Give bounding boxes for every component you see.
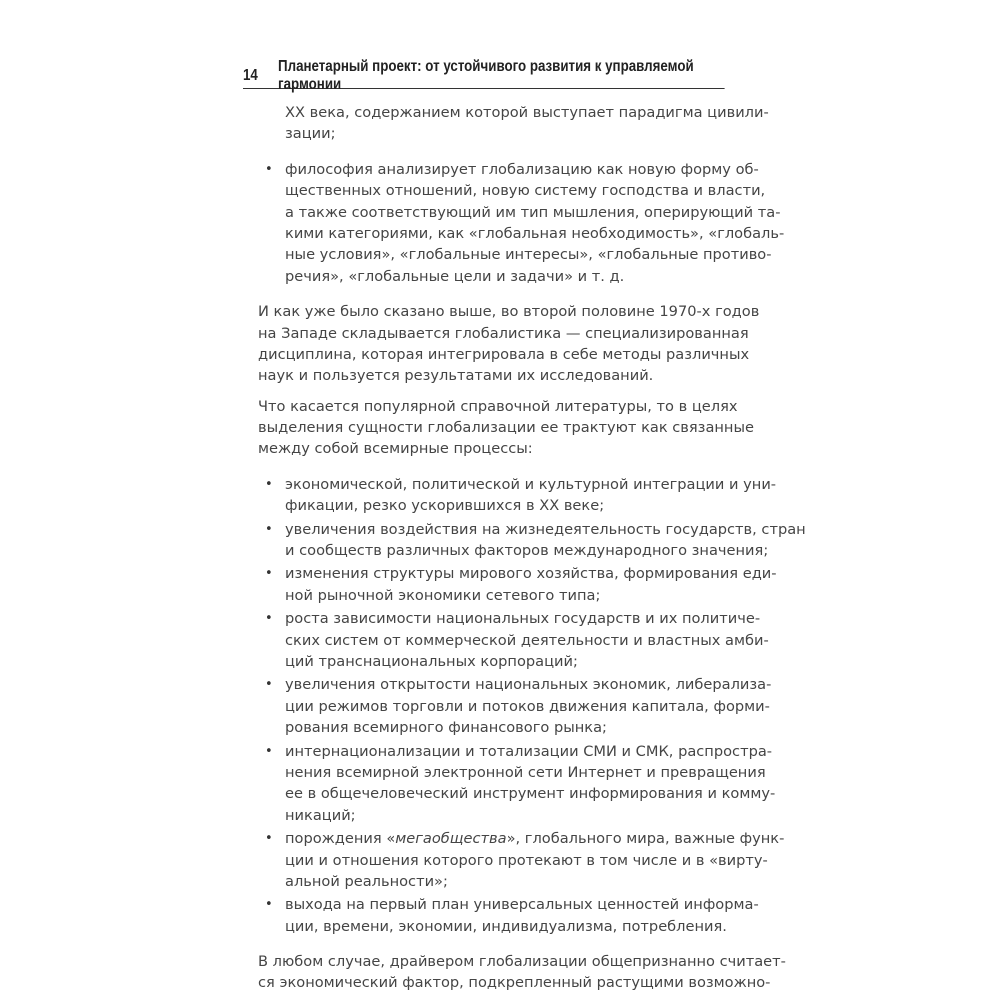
bullet-icon: • xyxy=(265,743,273,759)
list-item xyxy=(258,674,772,738)
paragraph xyxy=(258,301,760,387)
text-line: наук и пользуется результатами их исследований. xyxy=(258,367,654,385)
text-line: никаций; xyxy=(285,806,356,824)
text-line: ции и отношения которого протекают в том числе и в «вирту- xyxy=(285,851,768,869)
bullet-list xyxy=(258,474,806,937)
text-line: ций транснациональных корпораций; xyxy=(285,652,578,670)
running-header xyxy=(243,58,725,93)
list-item xyxy=(258,563,777,606)
bullet-icon: • xyxy=(265,161,273,177)
text-line: зации; xyxy=(285,125,336,143)
bullet-icon: • xyxy=(265,897,273,913)
bullet-icon: • xyxy=(265,476,273,492)
list-item xyxy=(258,741,776,827)
text-line: выделения сущности глобализации ее трактуют как связанные xyxy=(258,419,754,437)
text-line: между собой всемирные процессы: xyxy=(258,440,533,458)
list-item xyxy=(258,519,806,562)
text-line: изменения структуры мирового хозяйства, формирования еди- xyxy=(285,565,777,583)
list-item xyxy=(258,828,785,892)
text-line: фикации, резко ускорившихся в XX веке; xyxy=(285,497,605,515)
text-line: XX века, содержанием которой выступает парадигма цивили- xyxy=(285,104,769,121)
bullet-icon: • xyxy=(265,521,273,537)
text-line: философия анализирует глобализацию как новую форму об- xyxy=(285,160,759,178)
text-line: ной рыночной экономики сетевого типа; xyxy=(285,586,601,604)
text-line: порождения «мегаобщества», глобального мира, важные функ- xyxy=(285,830,785,848)
text-line: кими категориями, как «глобальная необходимость», «глобаль- xyxy=(285,224,785,242)
text-line: речия», «глобальные цели и задачи» и т. д. xyxy=(285,267,625,285)
text-line: И как уже было сказано выше, во второй половине 1970-х годов xyxy=(258,303,760,321)
text-line: на Западе складывается глобалистика — специализированная xyxy=(258,324,749,342)
text-line: экономической, политической и культурной интеграции и уни- xyxy=(285,475,777,493)
text-line: увеличения воздействия на жизнедеятельность государств, стран xyxy=(285,520,806,538)
list-item xyxy=(258,159,785,287)
page-number: 14 xyxy=(243,67,258,84)
text-line: рования всемирного финансового рынка; xyxy=(285,719,607,737)
text-line: щественных отношений, новую систему господства и власти, xyxy=(285,182,766,200)
text-line: ее в общечеловеческий инструмент информирования и комму- xyxy=(285,785,776,803)
running-title: Планетарный проект: от устойчивого развития к управляемой гармонии xyxy=(278,58,694,93)
bullet-icon: • xyxy=(265,677,273,693)
bullet-icon: • xyxy=(265,831,273,847)
list-item xyxy=(258,608,769,672)
text-line: В любом случае, драйвером глобализации общепризнанно считает- xyxy=(258,953,786,971)
text-line: нения всемирной электронной сети Интернет и превращения xyxy=(285,763,766,781)
emphasis: мегаобщества xyxy=(395,830,507,848)
text-line: ся экономический фактор, подкрепленный растущими возможно- xyxy=(258,974,771,992)
text-line: альной реальности»; xyxy=(285,872,448,890)
bullet-icon: • xyxy=(265,611,273,627)
paragraph xyxy=(258,951,786,994)
text-line: дисциплина, которая интегрировала в себе методы различных xyxy=(258,345,750,363)
text-line: ции, времени, экономии, индивидуализма, потребления. xyxy=(285,917,727,935)
bullet-icon: • xyxy=(265,566,273,582)
text-line: ные условия», «глобальные интересы», «глобальные противо- xyxy=(285,246,772,264)
text-line: выхода на первый план универсальных ценностей информа- xyxy=(285,896,759,914)
list-item-continuation xyxy=(258,102,769,145)
list-item xyxy=(258,894,759,937)
text-line: интернационализации и тотализации СМИ и СМК, распростра- xyxy=(285,742,773,760)
text-line: ции режимов торговли и потоков движения капитала, форми- xyxy=(285,697,770,715)
text-line: и сообществ различных факторов международного значения; xyxy=(285,542,769,560)
page-body xyxy=(258,102,806,1003)
bullet-list xyxy=(258,159,785,287)
paragraph xyxy=(258,396,754,460)
list-item xyxy=(258,474,777,517)
text-line: увеличения открытости национальных экономик, либерализа- xyxy=(285,676,772,694)
text-line: ских систем от коммерческой деятельности и властных амби- xyxy=(285,631,769,649)
text-line: а также соответствующий им тип мышления, оперирующий та- xyxy=(285,203,781,221)
text-line: Что касается популярной справочной литературы, то в целях xyxy=(258,397,738,415)
text-line: роста зависимости национальных государств и их политиче- xyxy=(285,610,761,628)
